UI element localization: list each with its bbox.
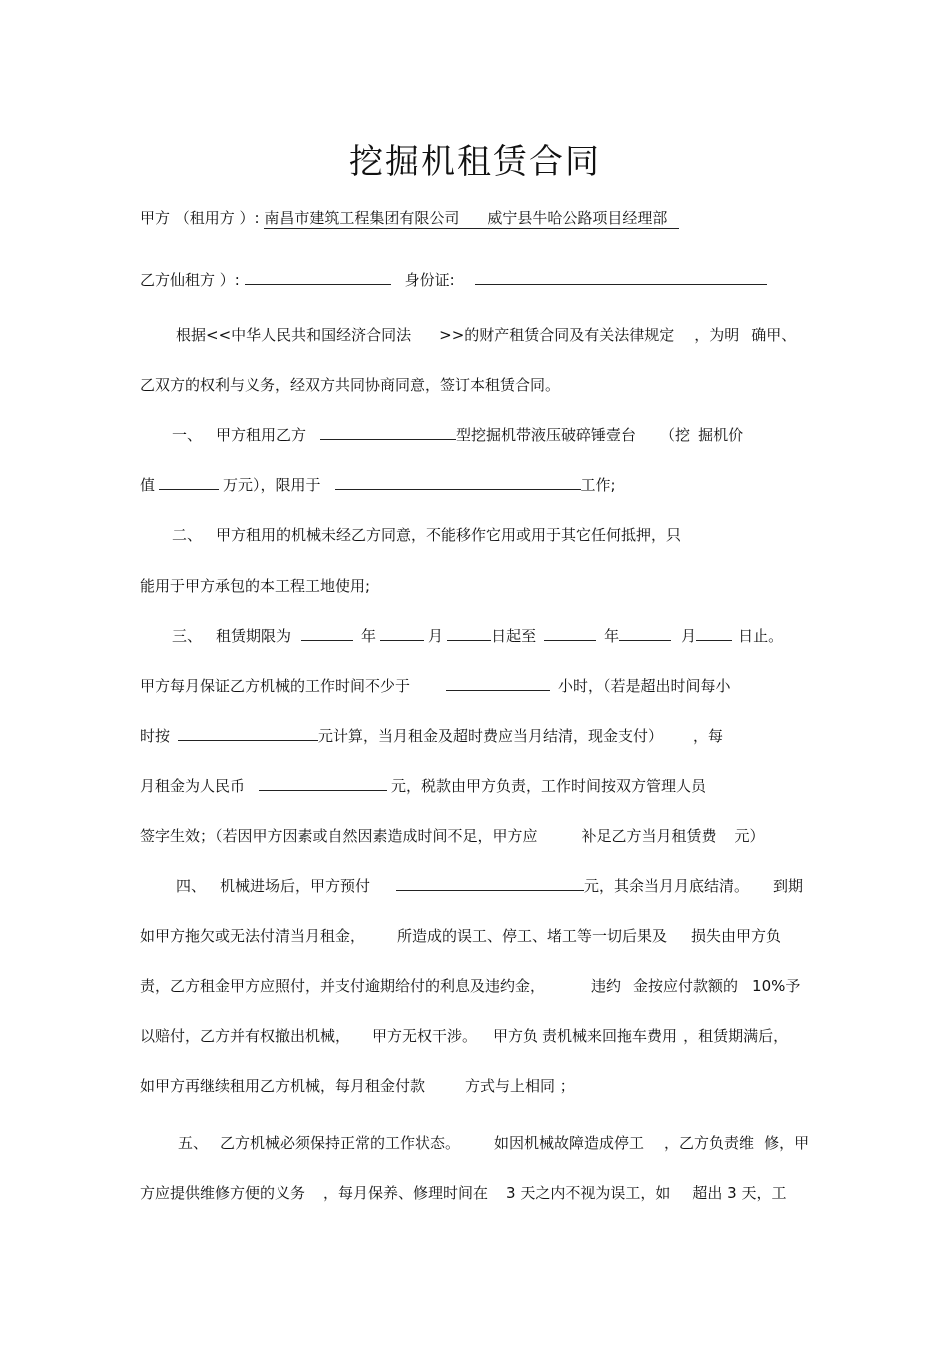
- end-day-blank: [696, 626, 732, 641]
- usage-scope-blank: [335, 475, 581, 490]
- party-b-name-blank: [245, 270, 391, 285]
- clause-2-line-2: 能用于甲方承包的本工程工地使用;: [140, 577, 371, 595]
- overtime-rate-blank: [178, 726, 318, 741]
- party-a-line: [140, 208, 679, 228]
- machine-value-blank: [159, 475, 219, 490]
- clause-3-line-3: 时按 元计算，当月租金及超时费应当月结清，现金支付） ，每: [140, 727, 724, 745]
- id-card-label: 身份证:: [404, 271, 455, 289]
- clause-3-line-5: 签字生效；（若因甲方因素或自然因素造成时间不足，甲方应 补足乙方当月租赁费 元）: [140, 827, 765, 845]
- clause-3-line-2: 甲方每月保证乙方机械的工作时间不少于 小时，（若是超出时间每小: [140, 677, 731, 695]
- excavator-model-blank: [320, 425, 456, 440]
- min-hours-blank: [446, 676, 550, 691]
- clause-1-line-2: 值 万元），限用于 工作;: [140, 476, 616, 494]
- party-a-label: 甲方 （租用方 ）:: [140, 209, 265, 227]
- party-b-line: [140, 270, 767, 290]
- party-a-company: 南昌市建筑工程集团有限公司 威宁县牛哈公路项目经理部: [264, 209, 679, 229]
- prepayment-blank: [396, 876, 584, 891]
- monthly-rent-blank: [259, 776, 387, 791]
- intro-line-1: 根据<<中华人民共和国经济合同法 >>的财产租赁合同及有关法律规定 ，为明 确甲、: [176, 326, 797, 344]
- party-b-label: 乙方仙租方 ）:: [140, 271, 245, 289]
- end-month-blank: [619, 626, 671, 641]
- document-title: 挖掘机租赁合同: [349, 142, 601, 182]
- clause-4-line-5: 如甲方再继续租用乙方机械，每月租金付款 方式与上相同 ；: [140, 1077, 575, 1095]
- clause-3-line-1: 三、 租赁期限为 年 月 日起至 年 月 日止。: [172, 627, 784, 645]
- id-card-blank: [475, 270, 767, 285]
- clause-1-line-1: 一、 甲方租用乙方 型挖掘机带液压破碎锤壹台 （挖 掘机价: [172, 426, 744, 444]
- clause-4-line-2: 如甲方拖欠或无法付清当月租金， 所造成的误工、停工、堵工等一切后果及 损失由甲方负: [140, 927, 782, 945]
- clause-5-line-2: 方应提供维修方便的义务 ，每月保养、修理时间在 3 天之内不视为误工，如 超出 3 天，工: [140, 1184, 787, 1202]
- clause-2-line-1: 二、 甲方租用的机械未经乙方同意，不能移作它用或用于其它任何抵押，只: [172, 526, 682, 544]
- start-year-blank: [301, 626, 353, 641]
- start-month-blank: [380, 626, 424, 641]
- end-year-blank: [544, 626, 596, 641]
- clause-5-line-1: 五、 乙方机械必须保持正常的工作状态。 如因机械故障造成停工 ，乙方负责维 修，甲: [178, 1134, 810, 1152]
- start-day-blank: [447, 626, 491, 641]
- clause-4-line-4: 以赔付，乙方并有权撤出机械， 甲方无权干涉。 甲方负 责机械来回拖车费用 ，租赁期满后，: [140, 1027, 789, 1045]
- clause-4-line-3: 责，乙方租金甲方应照付，并支付逾期给付的利息及违约金， 违约 金按应付款额的 10%予: [140, 977, 801, 995]
- clause-3-line-4: 月租金为人民币 元，税款由甲方负责，工作时间按双方管理人员: [140, 777, 707, 795]
- clause-4-line-1: 四、 机械进场后，甲方预付 元，其余当月月底结清。 到期: [176, 877, 804, 895]
- intro-line-2: 乙双方的权利与义务，经双方共同协商同意，签订本租赁合同。: [140, 376, 561, 394]
